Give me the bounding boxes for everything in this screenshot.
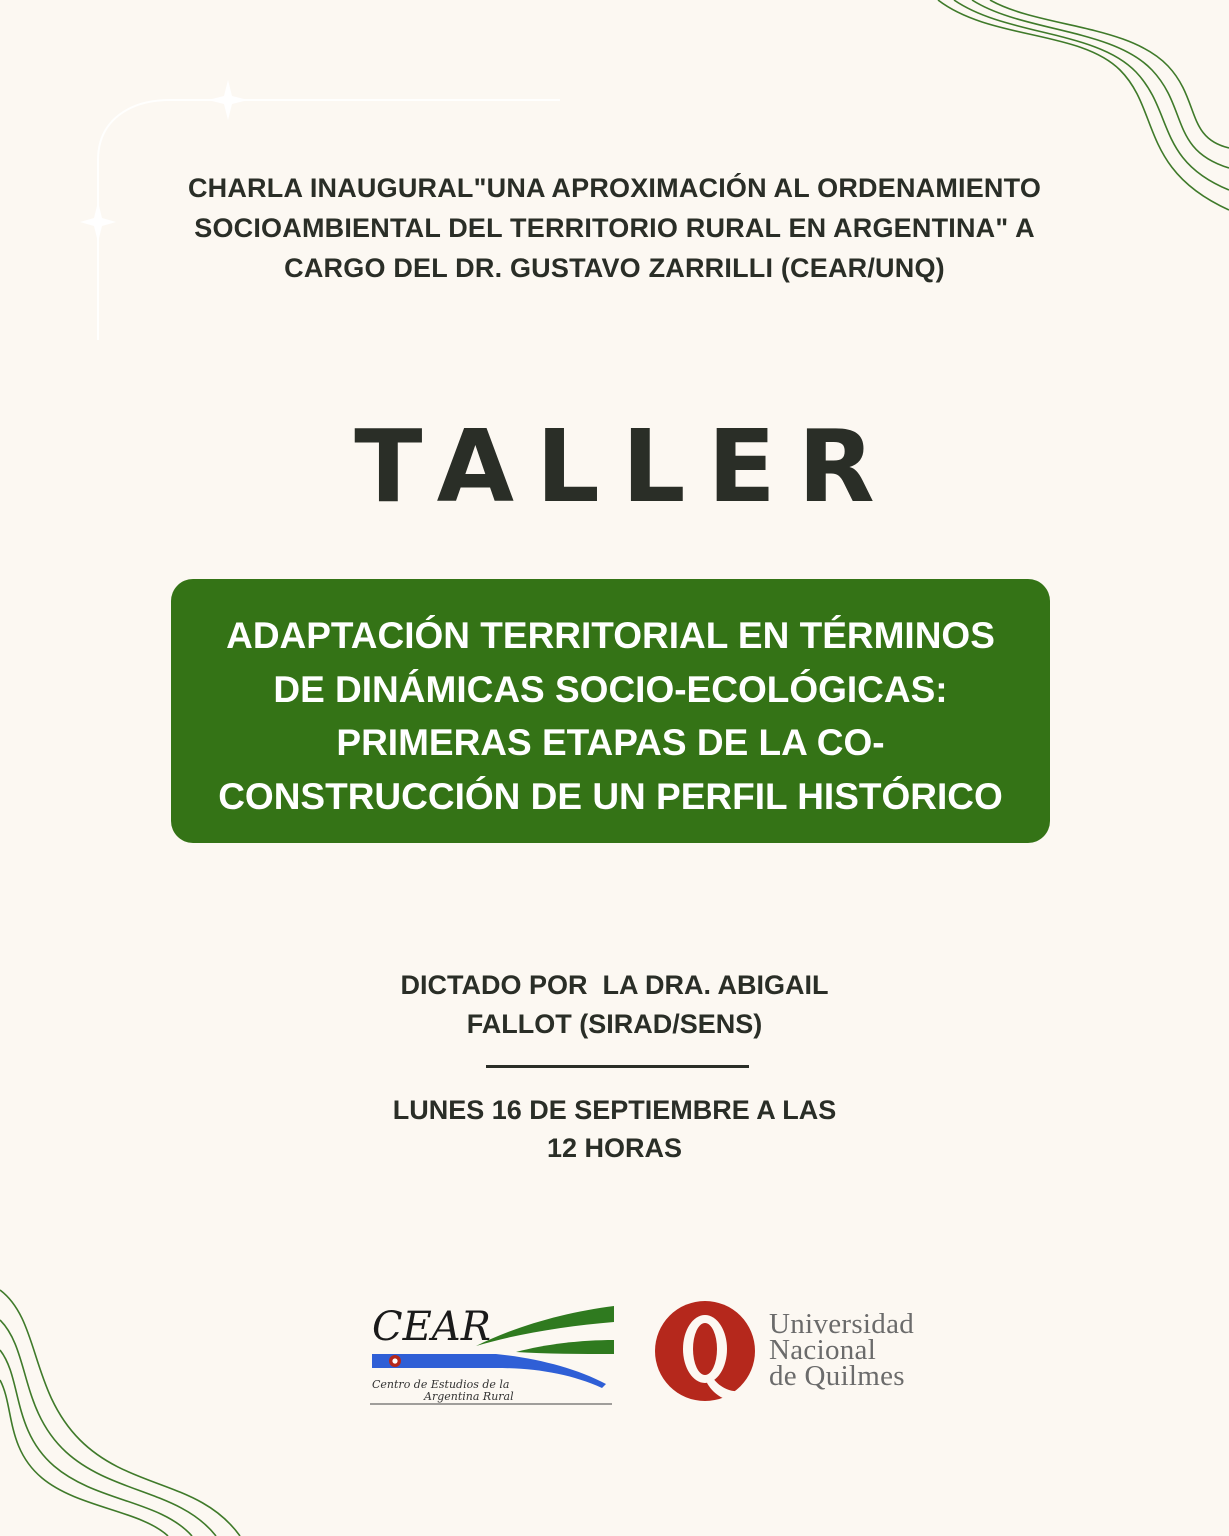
intro-line: CHARLA INAUGURAL"UNA APROXIMACIÓN AL ORDENAMIENTO: [187, 173, 1042, 203]
unq-logo: [653, 1297, 953, 1407]
speaker-info: [340, 966, 889, 1044]
unq-emblem: [653, 1297, 759, 1407]
workshop-title-line: CONSTRUCCIÓN DE UN PERFIL HISTÓRICO: [218, 775, 1003, 817]
cear-logo: [366, 1298, 618, 1410]
cear-logo-subtitle: Centro de Estudios de la: [372, 1378, 510, 1391]
unq-name-line: de Quilmes: [769, 1360, 905, 1392]
intro-line: CARGO DEL DR. GUSTAVO ZARRILLI (CEAR/UNQ): [284, 253, 945, 283]
date-line: 12 HORAS: [546, 1133, 683, 1163]
cear-logo-subtitle: Argentina Rural: [424, 1390, 514, 1403]
event-date: [340, 1091, 889, 1167]
divider: [486, 1065, 749, 1068]
unq-name-line: Universidad: [769, 1308, 915, 1340]
workshop-title-line: DE DINÁMICAS SOCIO-ECOLÓGICAS:: [273, 668, 948, 710]
workshop-title-box: [171, 579, 1050, 843]
date-line: LUNES 16 DE SEPTIEMBRE A LAS: [392, 1095, 837, 1125]
opening-talk-description: [140, 168, 1089, 288]
cear-logo-name: CEAR: [372, 1304, 491, 1350]
speaker-line: FALLOT (SIRAD/SENS): [466, 1009, 763, 1039]
workshop-title-line: PRIMERAS ETAPAS DE LA CO-: [336, 722, 885, 763]
wave-decoration-bottom-left: [0, 1280, 300, 1536]
speaker-line: DICTADO POR LA DRA. ABIGAIL: [400, 970, 829, 1000]
workshop-title-line: ADAPTACIÓN TERRITORIAL EN TÉRMINOS: [226, 615, 995, 656]
page-title: TALLER: [354, 408, 897, 525]
unq-name-line: Nacional: [769, 1334, 877, 1366]
intro-line: SOCIOAMBIENTAL DEL TERRITORIO RURAL EN ARGENTINA" A: [194, 213, 1035, 243]
